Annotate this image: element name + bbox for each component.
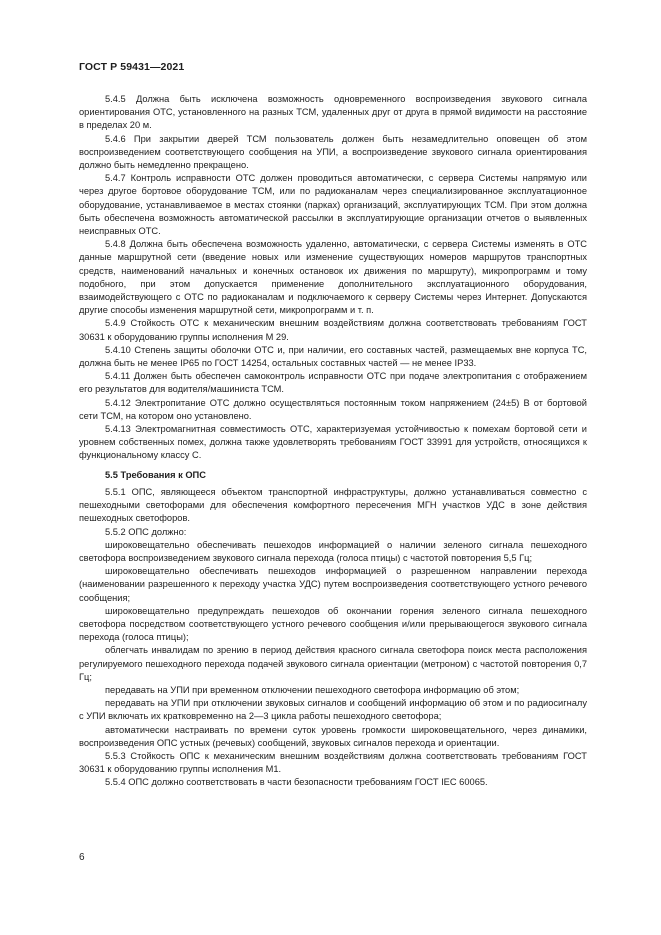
document-body [79, 93, 587, 790]
list-item: облегчать инвалидам по зрению в период действия красного сигнала светофора поиск места расположения регулируемого пешеходного перехода подачей звукового сигнала ориентации (метроном) с частотой повторения 0,7 Гц; [79, 645, 587, 682]
page-number: 6 [79, 852, 85, 863]
list-item: передавать на УПИ при отключении звуковых сигналов и сообщений информацию об этом и по радиосигналу с УПИ включать их кратковременно на 2—3 цикла работы пешеходного светофора; [79, 698, 587, 722]
paragraph-5-4-11: 5.4.11 Должен быть обеспечен самоконтроль исправности ОТС при подаче электропитания с отображением его результатов для водителя/машиниста ТСМ. [79, 371, 587, 395]
paragraph-5-4-5: 5.4.5 Должна быть исключена возможность одновременного воспроизведения звукового сигнала ориентирования ОТС, установленного на разных ТСМ, удаленных друг от друга в прямой видимости на расстояние в пределах 20 м. [79, 94, 587, 131]
list-item: широковещательно обеспечивать пешеходов информацией о наличии зеленого сигнала пешеходного светофора воспроизведением звукового сигнала перехода (голоса птицы) с частотой повторения 5,5 Гц; [79, 539, 587, 563]
paragraph-5-4-10: 5.4.10 Степень защиты оболочки ОТС и, при наличии, его составных частей, размещаемых вне корпуса ТС, должна быть не менее IP65 по ГОСТ 14254, остальных составных частей — не менее IP33. [79, 344, 587, 369]
paragraph-5-4-13: 5.4.13 Электромагнитная совместимость ОТС, характеризуемая устойчивостью к помехам бортовой сети и уровнем собственных помех, должна также удовлетворять требованиям ГОСТ 33991 для устройств, относящихся к функциональному классу С. [79, 424, 587, 461]
paragraph-5-4-9: 5.4.9 Стойкость ОТС к механическим внешним воздействиям должна соответствовать требованиям ГОСТ 30631 к оборудованию группы исполнения М 29. [79, 318, 587, 342]
paragraph-5-5-2: 5.5.2 ОПС должно: [105, 526, 187, 537]
paragraph-5-5-4: 5.5.4 ОПС должно соответствовать в части безопасности требованиям ГОСТ IEC 60065. [105, 777, 488, 788]
paragraph-5-5-3: 5.5.3 Стойкость ОПС к механическим внешним воздействиям должна соответствовать требованиям ГОСТ 30631 к оборудованию группы исполнения М1. [79, 750, 587, 775]
paragraph-5-4-7: 5.4.7 Контроль исправности ОТС должен проводиться автоматически, с сервера Системы напрямую или через другое бортовое оборудование ТСМ, или по радиоканалам через специализированное эксплуатационное оборудование, устанавливаемое в местах стоянки (парках) организаций, эксплуатирующих ТСМ. При этом должна быть обеспечена возможность автоматической рассылки в эксплуатирующие организации отчетов о выявленных неисправных ОТС. [79, 173, 587, 237]
paragraph-5-5-1: 5.5.1 ОПС, являющееся объектом транспортной инфраструктуры, должно устанавливаться совместно с пешеходными светофорами для обеспечения комфортного пересечения МГН участков УДС в зоне действия пешеходных светофоров. [79, 486, 587, 524]
paragraph-5-4-12: 5.4.12 Электропитание ОТС должно осуществляться постоянным током напряжением (24±5) В от бортовой сети ТСМ, на котором оно установлено. [79, 397, 587, 421]
list-item: широковещательно предупреждать пешеходов об окончании горения зеленого сигнала пешеходного светофора посредством соответствующего устного речевого сообщения и/или прерывающегося звукового сигнала перехода (голоса птицы); [79, 605, 587, 643]
section-title: 5.5 Требования к ОПС [105, 469, 206, 480]
list-item: передавать на УПИ при временном отключении пешеходного светофора информацию об этом; [105, 684, 520, 695]
document-header: ГОСТ Р 59431—2021 [79, 61, 185, 73]
list-item: автоматически настраивать по времени суток уровень громкости широковещательного, через динамики, воспроизведения ОПС устных (речевых) сообщений, звуковых сигналов перехода и ориентации. [79, 724, 587, 748]
list-item: широковещательно обеспечивать пешеходов информацией о разрешенном направлении перехода (наименовании разрешенного к переходу участка УДС) путем воспроизведения соответствующего устного речевого сообщения; [79, 566, 587, 603]
paragraph-5-4-6: 5.4.6 При закрытии дверей ТСМ пользователь должен быть незамедлительно оповещен об этом воспроизведением соответствующего сообщения на УПИ, а воспроизведение звукового сигнала ориентирования должно быть немедленно прекращено. [79, 133, 587, 171]
paragraph-5-4-8: 5.4.8 Должна быть обеспечена возможность удаленно, автоматически, с сервера Системы изменять в ОТС данные маршрутной сети (введение новых или изменение существующих номеров маршрутов транспортных средств, наименований начальных и конечных остановок их движения по маршруту), микропрограмм и тому подобного, при этом допускается применение дополнительного эксплуатационного оборудования, взаимодействующего с ОТС по радиоканалам и подключаемого к серверу Системы через Интернет. Допускаются другие способы изменения маршрутной сети, микропрограмм и т. п. [79, 239, 587, 316]
